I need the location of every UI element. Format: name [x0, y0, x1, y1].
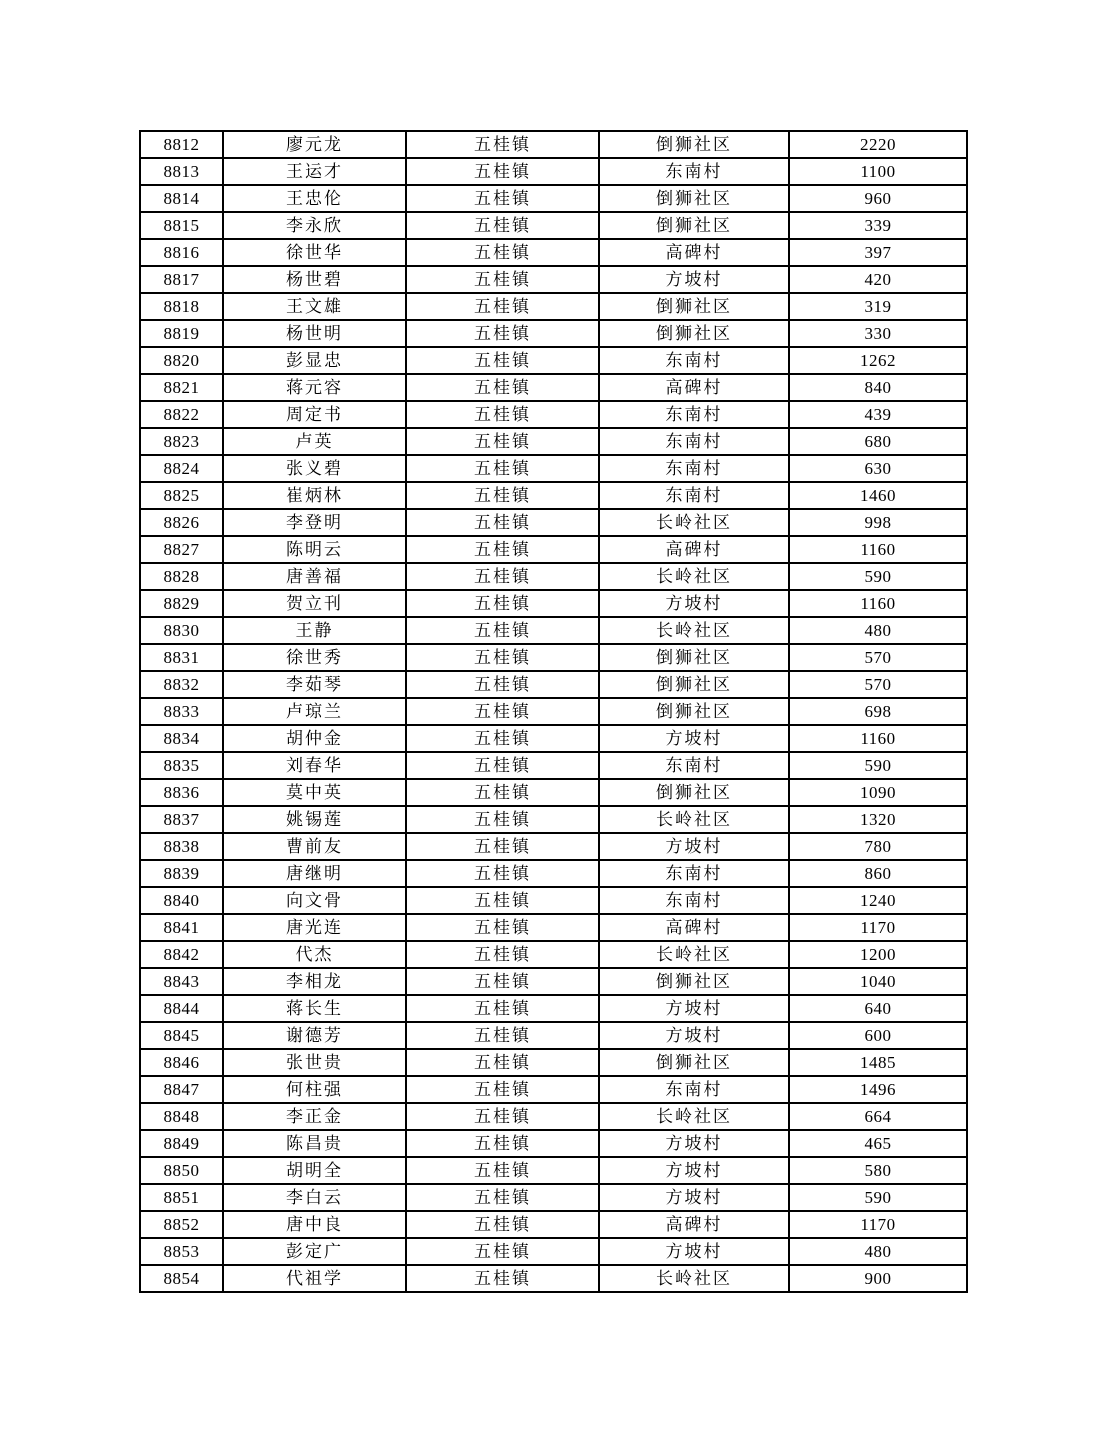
cell-serial-number: 8837	[140, 806, 223, 833]
cell-serial-number: 8818	[140, 293, 223, 320]
table-row	[140, 1130, 967, 1157]
cell-person-name: 卢琼兰	[223, 698, 406, 725]
cell-amount: 1262	[789, 347, 967, 374]
table-row	[140, 374, 967, 401]
cell-village: 倒狮社区	[599, 293, 789, 320]
cell-amount: 1320	[789, 806, 967, 833]
cell-person-name: 唐善福	[223, 563, 406, 590]
cell-serial-number: 8823	[140, 428, 223, 455]
table-row	[140, 725, 967, 752]
cell-amount: 998	[789, 509, 967, 536]
cell-serial-number: 8829	[140, 590, 223, 617]
cell-village: 方坡村	[599, 1157, 789, 1184]
cell-amount: 397	[789, 239, 967, 266]
cell-person-name: 廖元龙	[223, 131, 406, 158]
cell-town: 五桂镇	[406, 698, 599, 725]
cell-person-name: 李茹琴	[223, 671, 406, 698]
cell-village: 东南村	[599, 887, 789, 914]
cell-person-name: 徐世秀	[223, 644, 406, 671]
cell-town: 五桂镇	[406, 941, 599, 968]
table-row	[140, 158, 967, 185]
cell-serial-number: 8824	[140, 455, 223, 482]
cell-village: 东南村	[599, 158, 789, 185]
cell-amount: 319	[789, 293, 967, 320]
table-row	[140, 1184, 967, 1211]
table-row	[140, 1076, 967, 1103]
cell-person-name: 张世贵	[223, 1049, 406, 1076]
cell-person-name: 陈明云	[223, 536, 406, 563]
cell-town: 五桂镇	[406, 1076, 599, 1103]
cell-village: 东南村	[599, 347, 789, 374]
cell-serial-number: 8846	[140, 1049, 223, 1076]
cell-village: 高碑村	[599, 374, 789, 401]
cell-serial-number: 8812	[140, 131, 223, 158]
cell-person-name: 向文骨	[223, 887, 406, 914]
table-row	[140, 320, 967, 347]
cell-serial-number: 8841	[140, 914, 223, 941]
cell-serial-number: 8844	[140, 995, 223, 1022]
cell-village: 倒狮社区	[599, 644, 789, 671]
cell-amount: 1040	[789, 968, 967, 995]
cell-town: 五桂镇	[406, 671, 599, 698]
table-row	[140, 347, 967, 374]
cell-serial-number: 8830	[140, 617, 223, 644]
cell-amount: 900	[789, 1265, 967, 1292]
cell-amount: 2220	[789, 131, 967, 158]
cell-person-name: 王静	[223, 617, 406, 644]
cell-amount: 860	[789, 860, 967, 887]
cell-town: 五桂镇	[406, 1103, 599, 1130]
cell-serial-number: 8835	[140, 752, 223, 779]
cell-amount: 840	[789, 374, 967, 401]
cell-serial-number: 8836	[140, 779, 223, 806]
cell-village: 高碑村	[599, 239, 789, 266]
table-row	[140, 266, 967, 293]
cell-town: 五桂镇	[406, 1238, 599, 1265]
cell-town: 五桂镇	[406, 212, 599, 239]
cell-village: 方坡村	[599, 1184, 789, 1211]
cell-person-name: 周定书	[223, 401, 406, 428]
table-row	[140, 212, 967, 239]
cell-town: 五桂镇	[406, 239, 599, 266]
cell-village: 长岭社区	[599, 1103, 789, 1130]
table-row	[140, 644, 967, 671]
cell-person-name: 莫中英	[223, 779, 406, 806]
cell-person-name: 张义碧	[223, 455, 406, 482]
table-row	[140, 671, 967, 698]
table-row	[140, 752, 967, 779]
cell-town: 五桂镇	[406, 1022, 599, 1049]
cell-person-name: 王文雄	[223, 293, 406, 320]
cell-amount: 1460	[789, 482, 967, 509]
table-row	[140, 617, 967, 644]
table-row	[140, 914, 967, 941]
table-row	[140, 239, 967, 266]
cell-serial-number: 8831	[140, 644, 223, 671]
cell-amount: 1496	[789, 1076, 967, 1103]
cell-serial-number: 8816	[140, 239, 223, 266]
cell-amount: 1485	[789, 1049, 967, 1076]
cell-amount: 780	[789, 833, 967, 860]
cell-serial-number: 8854	[140, 1265, 223, 1292]
cell-person-name: 代祖学	[223, 1265, 406, 1292]
cell-town: 五桂镇	[406, 293, 599, 320]
table-row	[140, 428, 967, 455]
cell-town: 五桂镇	[406, 968, 599, 995]
cell-person-name: 蒋长生	[223, 995, 406, 1022]
cell-person-name: 何柱强	[223, 1076, 406, 1103]
cell-person-name: 彭定广	[223, 1238, 406, 1265]
table-row	[140, 1157, 967, 1184]
cell-amount: 590	[789, 752, 967, 779]
cell-village: 东南村	[599, 752, 789, 779]
cell-person-name: 李永欣	[223, 212, 406, 239]
cell-serial-number: 8820	[140, 347, 223, 374]
cell-serial-number: 8817	[140, 266, 223, 293]
cell-person-name: 李相龙	[223, 968, 406, 995]
cell-town: 五桂镇	[406, 779, 599, 806]
cell-village: 倒狮社区	[599, 320, 789, 347]
cell-person-name: 杨世明	[223, 320, 406, 347]
cell-town: 五桂镇	[406, 590, 599, 617]
table-row	[140, 779, 967, 806]
cell-amount: 1160	[789, 725, 967, 752]
cell-town: 五桂镇	[406, 482, 599, 509]
cell-serial-number: 8848	[140, 1103, 223, 1130]
cell-village: 方坡村	[599, 266, 789, 293]
cell-town: 五桂镇	[406, 1130, 599, 1157]
cell-person-name: 王忠伦	[223, 185, 406, 212]
cell-amount: 570	[789, 644, 967, 671]
table-row	[140, 1049, 967, 1076]
cell-person-name: 卢英	[223, 428, 406, 455]
cell-village: 长岭社区	[599, 941, 789, 968]
cell-person-name: 胡仲金	[223, 725, 406, 752]
table-row	[140, 131, 967, 158]
cell-amount: 680	[789, 428, 967, 455]
cell-person-name: 蒋元容	[223, 374, 406, 401]
cell-village: 倒狮社区	[599, 131, 789, 158]
cell-amount: 1240	[789, 887, 967, 914]
cell-serial-number: 8839	[140, 860, 223, 887]
cell-serial-number: 8814	[140, 185, 223, 212]
cell-amount: 600	[789, 1022, 967, 1049]
cell-person-name: 唐光连	[223, 914, 406, 941]
cell-village: 方坡村	[599, 725, 789, 752]
cell-person-name: 李正金	[223, 1103, 406, 1130]
cell-town: 五桂镇	[406, 509, 599, 536]
cell-amount: 1160	[789, 590, 967, 617]
cell-serial-number: 8815	[140, 212, 223, 239]
cell-town: 五桂镇	[406, 725, 599, 752]
cell-serial-number: 8845	[140, 1022, 223, 1049]
cell-village: 方坡村	[599, 995, 789, 1022]
cell-person-name: 姚锡莲	[223, 806, 406, 833]
cell-person-name: 谢德芳	[223, 1022, 406, 1049]
cell-village: 东南村	[599, 401, 789, 428]
cell-amount: 1100	[789, 158, 967, 185]
table-row	[140, 698, 967, 725]
cell-village: 高碑村	[599, 536, 789, 563]
cell-amount: 480	[789, 617, 967, 644]
cell-village: 倒狮社区	[599, 779, 789, 806]
table-row	[140, 941, 967, 968]
cell-serial-number: 8813	[140, 158, 223, 185]
cell-town: 五桂镇	[406, 644, 599, 671]
cell-town: 五桂镇	[406, 428, 599, 455]
table-row	[140, 860, 967, 887]
cell-village: 高碑村	[599, 914, 789, 941]
cell-village: 倒狮社区	[599, 1049, 789, 1076]
cell-amount: 960	[789, 185, 967, 212]
table-row	[140, 968, 967, 995]
cell-serial-number: 8833	[140, 698, 223, 725]
cell-serial-number: 8851	[140, 1184, 223, 1211]
cell-amount: 339	[789, 212, 967, 239]
cell-town: 五桂镇	[406, 401, 599, 428]
cell-town: 五桂镇	[406, 158, 599, 185]
cell-town: 五桂镇	[406, 806, 599, 833]
cell-town: 五桂镇	[406, 266, 599, 293]
cell-serial-number: 8838	[140, 833, 223, 860]
cell-amount: 664	[789, 1103, 967, 1130]
cell-amount: 570	[789, 671, 967, 698]
cell-village: 东南村	[599, 482, 789, 509]
cell-serial-number: 8850	[140, 1157, 223, 1184]
cell-person-name: 贺立刊	[223, 590, 406, 617]
cell-person-name: 曹前友	[223, 833, 406, 860]
cell-amount: 465	[789, 1130, 967, 1157]
table-row	[140, 536, 967, 563]
cell-town: 五桂镇	[406, 347, 599, 374]
table-row	[140, 455, 967, 482]
table-row	[140, 806, 967, 833]
cell-person-name: 唐中良	[223, 1211, 406, 1238]
cell-village: 方坡村	[599, 1238, 789, 1265]
cell-amount: 1200	[789, 941, 967, 968]
table-row	[140, 1265, 967, 1292]
table-row	[140, 887, 967, 914]
cell-town: 五桂镇	[406, 617, 599, 644]
cell-amount: 1160	[789, 536, 967, 563]
cell-person-name: 胡明全	[223, 1157, 406, 1184]
cell-serial-number: 8822	[140, 401, 223, 428]
cell-serial-number: 8843	[140, 968, 223, 995]
payment-table	[139, 130, 968, 1293]
cell-village: 长岭社区	[599, 563, 789, 590]
table-row	[140, 1022, 967, 1049]
table-row	[140, 185, 967, 212]
table-row	[140, 509, 967, 536]
cell-village: 倒狮社区	[599, 185, 789, 212]
cell-amount: 698	[789, 698, 967, 725]
cell-person-name: 陈昌贵	[223, 1130, 406, 1157]
cell-serial-number: 8828	[140, 563, 223, 590]
cell-amount: 1090	[789, 779, 967, 806]
cell-town: 五桂镇	[406, 995, 599, 1022]
cell-village: 东南村	[599, 428, 789, 455]
cell-village: 倒狮社区	[599, 968, 789, 995]
cell-serial-number: 8849	[140, 1130, 223, 1157]
cell-town: 五桂镇	[406, 536, 599, 563]
cell-serial-number: 8842	[140, 941, 223, 968]
cell-amount: 590	[789, 563, 967, 590]
table-row	[140, 1211, 967, 1238]
table-row	[140, 995, 967, 1022]
cell-person-name: 李登明	[223, 509, 406, 536]
cell-amount: 640	[789, 995, 967, 1022]
cell-serial-number: 8825	[140, 482, 223, 509]
cell-serial-number: 8852	[140, 1211, 223, 1238]
cell-village: 倒狮社区	[599, 671, 789, 698]
cell-town: 五桂镇	[406, 374, 599, 401]
cell-serial-number: 8853	[140, 1238, 223, 1265]
cell-person-name: 彭显忠	[223, 347, 406, 374]
table-row	[140, 563, 967, 590]
cell-town: 五桂镇	[406, 1211, 599, 1238]
cell-town: 五桂镇	[406, 914, 599, 941]
cell-serial-number: 8821	[140, 374, 223, 401]
cell-village: 长岭社区	[599, 509, 789, 536]
cell-person-name: 崔炳林	[223, 482, 406, 509]
cell-town: 五桂镇	[406, 563, 599, 590]
cell-village: 长岭社区	[599, 617, 789, 644]
table-row	[140, 293, 967, 320]
cell-amount: 630	[789, 455, 967, 482]
table-row	[140, 833, 967, 860]
cell-village: 倒狮社区	[599, 212, 789, 239]
cell-village: 倒狮社区	[599, 698, 789, 725]
cell-amount: 330	[789, 320, 967, 347]
cell-serial-number: 8826	[140, 509, 223, 536]
cell-village: 方坡村	[599, 590, 789, 617]
cell-amount: 590	[789, 1184, 967, 1211]
cell-town: 五桂镇	[406, 833, 599, 860]
cell-town: 五桂镇	[406, 1265, 599, 1292]
cell-town: 五桂镇	[406, 860, 599, 887]
cell-amount: 1170	[789, 1211, 967, 1238]
cell-amount: 420	[789, 266, 967, 293]
cell-amount: 580	[789, 1157, 967, 1184]
cell-amount: 1170	[789, 914, 967, 941]
payment-table-body	[140, 131, 967, 1292]
cell-village: 长岭社区	[599, 1265, 789, 1292]
cell-person-name: 刘春华	[223, 752, 406, 779]
cell-village: 方坡村	[599, 833, 789, 860]
cell-village: 东南村	[599, 860, 789, 887]
cell-town: 五桂镇	[406, 1184, 599, 1211]
cell-person-name: 李白云	[223, 1184, 406, 1211]
cell-serial-number: 8834	[140, 725, 223, 752]
cell-town: 五桂镇	[406, 185, 599, 212]
cell-village: 东南村	[599, 1076, 789, 1103]
cell-person-name: 王运才	[223, 158, 406, 185]
cell-village: 方坡村	[599, 1130, 789, 1157]
cell-serial-number: 8847	[140, 1076, 223, 1103]
cell-amount: 480	[789, 1238, 967, 1265]
cell-town: 五桂镇	[406, 1157, 599, 1184]
cell-village: 方坡村	[599, 1022, 789, 1049]
cell-serial-number: 8840	[140, 887, 223, 914]
cell-person-name: 杨世碧	[223, 266, 406, 293]
cell-person-name: 代杰	[223, 941, 406, 968]
cell-village: 高碑村	[599, 1211, 789, 1238]
cell-town: 五桂镇	[406, 131, 599, 158]
cell-village: 长岭社区	[599, 806, 789, 833]
cell-town: 五桂镇	[406, 1049, 599, 1076]
cell-person-name: 徐世华	[223, 239, 406, 266]
cell-town: 五桂镇	[406, 455, 599, 482]
cell-serial-number: 8819	[140, 320, 223, 347]
cell-town: 五桂镇	[406, 320, 599, 347]
cell-serial-number: 8827	[140, 536, 223, 563]
table-row	[140, 590, 967, 617]
cell-serial-number: 8832	[140, 671, 223, 698]
cell-person-name: 唐继明	[223, 860, 406, 887]
table-row	[140, 1103, 967, 1130]
table-row	[140, 401, 967, 428]
table-row	[140, 482, 967, 509]
cell-town: 五桂镇	[406, 752, 599, 779]
cell-amount: 439	[789, 401, 967, 428]
cell-town: 五桂镇	[406, 887, 599, 914]
cell-village: 东南村	[599, 455, 789, 482]
table-row	[140, 1238, 967, 1265]
